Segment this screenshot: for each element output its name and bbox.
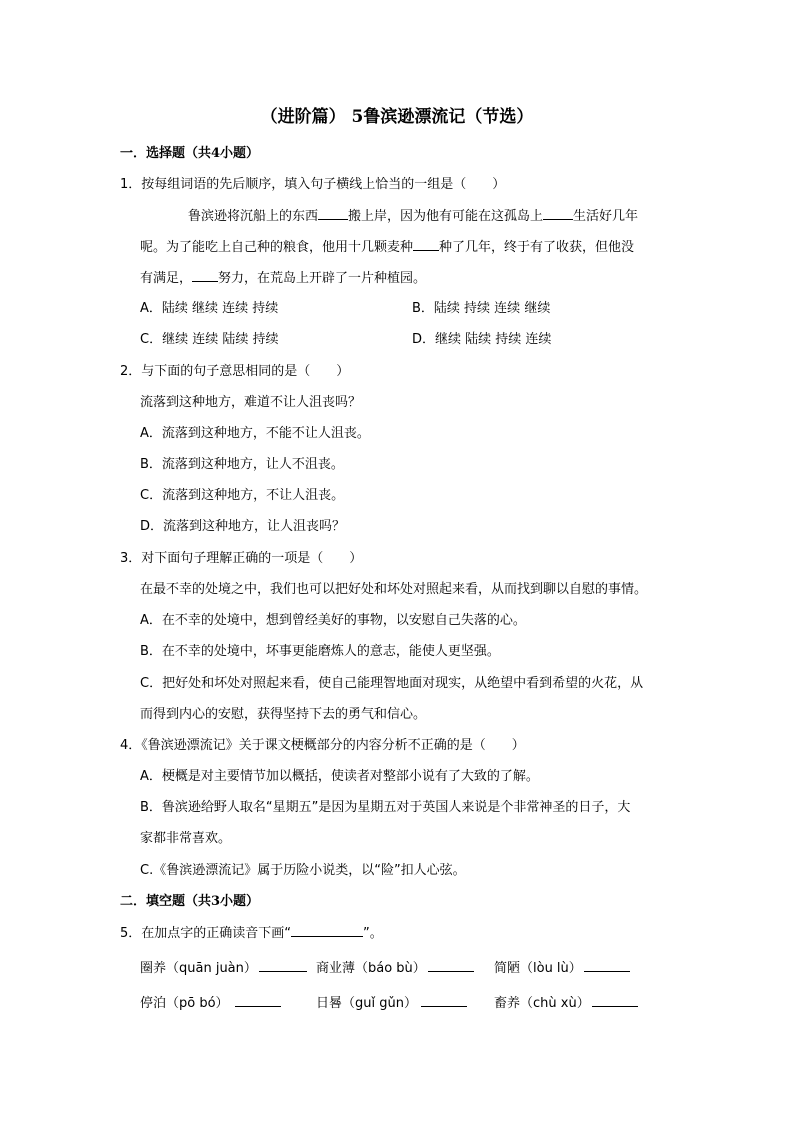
question-3-option-b: B．在不幸的处境中，坏事更能磨炼人的意志，能使人更坚强。 bbox=[140, 644, 500, 659]
answer-blank bbox=[592, 993, 638, 1007]
answer-blank bbox=[259, 958, 307, 972]
pinyin-word: 停泊（pō bó） bbox=[140, 996, 229, 1011]
fill-blank bbox=[318, 206, 348, 220]
question-2-option-c: C．流落到这种地方，不让人沮丧。 bbox=[140, 488, 345, 503]
answer-blank bbox=[584, 958, 630, 972]
passage-text: 努力，在荒岛上开辟了一片种植园。 bbox=[218, 271, 427, 286]
fill-blank bbox=[543, 206, 573, 220]
question-3-option-c-line-2: 而得到内心的安慰，获得坚持下去的勇气和信心。 bbox=[140, 707, 427, 722]
question-1-option-d: D．继续 陆续 持续 连续 bbox=[412, 332, 552, 347]
pinyin-item-6 bbox=[494, 993, 638, 1014]
question-3-stem: 3．对下面句子理解正确的一项是（ ） bbox=[120, 551, 363, 566]
question-3-sentence: 在最不幸的处境之中，我们也可以把好处和坏处对照起来看，从而找到聊以自慰的事情。 bbox=[140, 582, 648, 597]
pinyin-item-3 bbox=[494, 958, 630, 979]
question-1-passage-line-3 bbox=[140, 268, 426, 289]
pinyin-word: 圈养（quān juàn） bbox=[140, 961, 257, 976]
question-4-option-b-line-1: B．鲁滨逊给野人取名“星期五”是因为星期五对于英国人来说是个非常神圣的日子，大 bbox=[140, 800, 631, 815]
passage-text: 种了几年，终于有了收获，但他没 bbox=[439, 240, 635, 255]
pinyin-item-5 bbox=[316, 993, 467, 1014]
question-1-option-b: B．陆续 持续 连续 继续 bbox=[412, 301, 551, 316]
question-3-option-c-line-1: C．把好处和坏处对照起来看，使自己能理智地面对现实，从绝望中看到希望的火花，从 bbox=[140, 676, 644, 691]
passage-text: 生活好几年 bbox=[573, 209, 639, 224]
question-4-stem: 4．《鲁滨逊漂流记》关于课文梗概部分的内容分析不正确的是（ ） bbox=[120, 738, 525, 753]
passage-text: 搬上岸，因为他有可能在这孤岛上 bbox=[348, 209, 544, 224]
stem-text: ”。 bbox=[363, 926, 383, 941]
section-heading-fill: 二．填空题（共3小题） bbox=[120, 894, 260, 909]
answer-blank bbox=[428, 958, 474, 972]
question-1-stem: 1．按每组词语的先后顺序，填入句子横线上恰当的一组是（ ） bbox=[120, 177, 506, 192]
question-3-option-a: A．在不幸的处境中，想到曾经美好的事物，以安慰自己失落的心。 bbox=[140, 613, 526, 628]
question-2-sentence: 流落到这种地方，难道不让人沮丧吗？ bbox=[140, 395, 362, 410]
question-5-stem bbox=[120, 923, 383, 944]
passage-text: 呢。为了能吃上自己种的粮食，他用十几颗麦种 bbox=[140, 240, 414, 255]
question-4-option-c: C.《鲁滨逊漂流记》属于历险小说类，以“险”扣人心弦。 bbox=[140, 863, 466, 878]
answer-blank bbox=[235, 993, 281, 1007]
question-2-option-b: B．流落到这种地方，让人不沮丧。 bbox=[140, 457, 344, 472]
pinyin-word: 商业薄（báo bù） bbox=[316, 961, 426, 976]
question-4-option-b-line-2: 家都非常喜欢。 bbox=[140, 831, 232, 846]
pinyin-item-2 bbox=[316, 958, 474, 979]
pinyin-item-4 bbox=[140, 993, 281, 1014]
fill-blank bbox=[291, 923, 363, 937]
page-title: （进阶篇） 5鲁滨逊漂流记（节选） bbox=[260, 107, 534, 127]
question-4-option-a: A．梗概是对主要情节加以概括，使读者对整部小说有了大致的了解。 bbox=[140, 769, 539, 784]
question-1-passage-line-2 bbox=[140, 237, 634, 258]
question-2-option-d: D．流落到这种地方，让人沮丧吗？ bbox=[140, 519, 346, 534]
stem-text: 5．在加点字的正确读音下画“ bbox=[120, 926, 292, 941]
question-1-option-c: C．继续 连续 陆续 持续 bbox=[140, 332, 279, 347]
section-heading-choice: 一．选择题（共4小题） bbox=[120, 146, 260, 161]
pinyin-item-1 bbox=[140, 958, 307, 979]
pinyin-word: 畜养（chù xù） bbox=[494, 996, 590, 1011]
fill-blank bbox=[413, 237, 439, 251]
question-1-passage-line-1 bbox=[188, 206, 638, 227]
question-2-option-a: A．流落到这种地方，不能不让人沮丧。 bbox=[140, 426, 370, 441]
question-2-stem: 2．与下面的句子意思相同的是（ ） bbox=[120, 364, 350, 379]
passage-text: 有满足， bbox=[140, 271, 193, 286]
pinyin-word: 简陋（lòu lù） bbox=[494, 961, 582, 976]
fill-blank bbox=[192, 268, 218, 282]
pinyin-word: 日晷（guǐ gǔn） bbox=[316, 996, 417, 1011]
passage-text: 鲁滨逊将沉船上的东西 bbox=[188, 209, 319, 224]
answer-blank bbox=[421, 993, 467, 1007]
question-1-option-a: A．陆续 继续 连续 持续 bbox=[140, 301, 279, 316]
